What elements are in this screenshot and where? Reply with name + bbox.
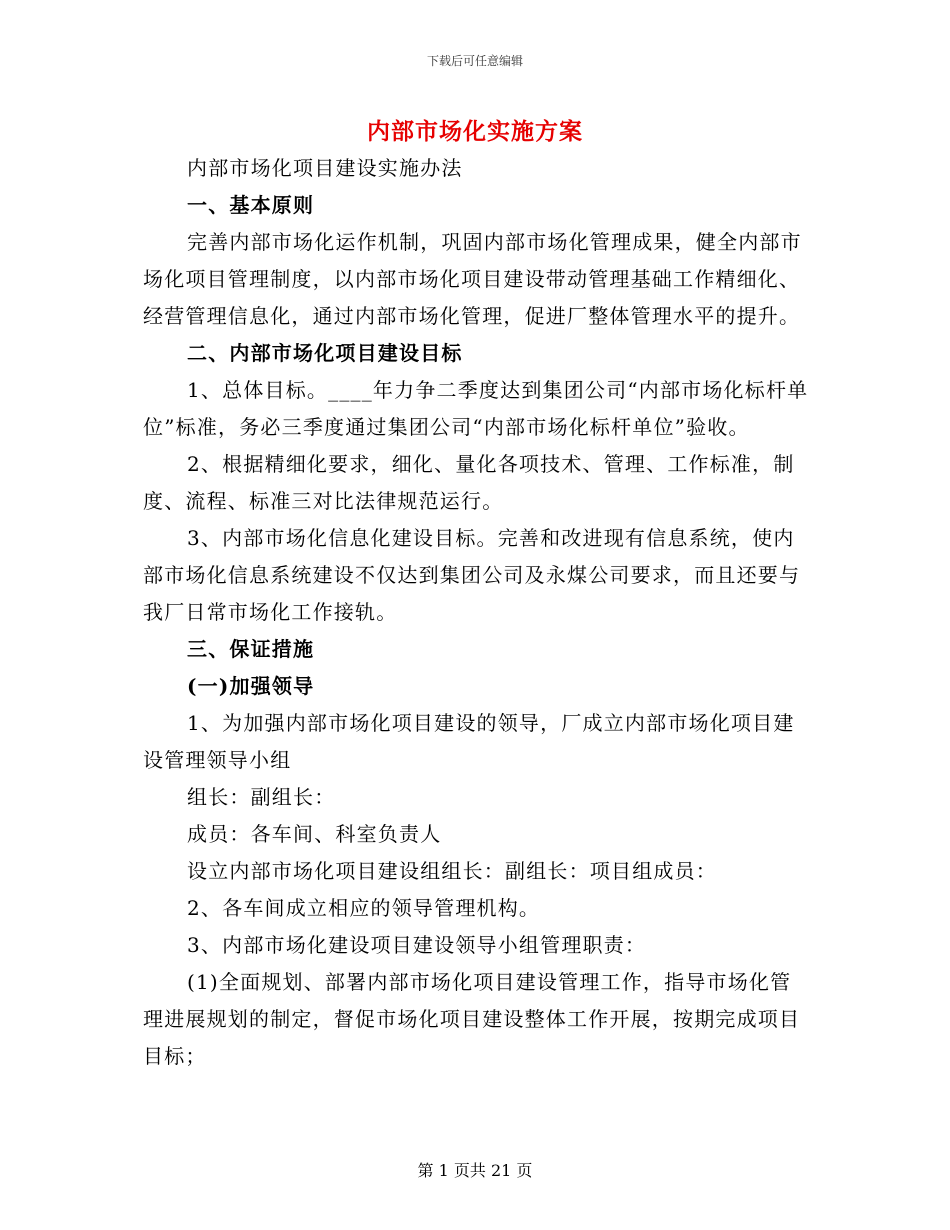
paragraph-project-group: 设立内部市场化项目建设组组长：副组长：项目组成员：: [187, 859, 717, 883]
header-note: 下载后可任意编辑: [426, 54, 523, 68]
heading-measures: 三、保证措施: [187, 637, 315, 661]
paragraph-subtitle: 内部市场化项目建设实施办法: [187, 156, 463, 180]
paragraph-leadership-1: 1、为加强内部市场化项目建设的领导，厂成立内部市场化项目建设管理领导小组: [143, 711, 795, 772]
document-title: 内部市场化实施方案: [367, 118, 583, 145]
paragraph-duty-1: (1)全面规划、部署内部市场化项目建设管理工作，指导市场化管理进展规划的制定，督促市场化项目建设整体工作开展，按期完成项目目标；: [143, 970, 801, 1068]
heading-goals: 二、内部市场化项目建设目标: [187, 341, 463, 365]
page-footer: 第 1 页共 21 页: [417, 1161, 533, 1180]
paragraph-goal-1: 1、总体目标。____年力争二季度达到集团公司“内部市场化标杆单位”标准，务必三季度通过集团公司“内部市场化标杆单位”验收。: [143, 378, 809, 439]
document-body: [143, 150, 811, 1075]
paragraph-leadership-2: 2、各车间成立相应的领导管理机构。: [187, 896, 541, 920]
paragraph-group-leader: 组长：副组长：: [187, 785, 336, 809]
paragraph-goal-2: 2、根据精细化要求，细化、量化各项技术、管理、工作标准，制度、流程、标准三对比法律规范运行。: [143, 452, 795, 513]
paragraph-members: 成员：各车间、科室负责人: [187, 822, 442, 846]
heading-basic-principles: 一、基本原则: [187, 193, 315, 217]
paragraph-goal-3: 3、内部市场化信息化建设目标。完善和改进现有信息系统，使内部市场化信息系统建设不仅达到集团公司及永煤公司要求，而且还要与我厂日常市场化工作接轨。: [143, 526, 801, 624]
heading-leadership: (一)加强领导: [187, 674, 315, 698]
paragraph-principles: 完善内部市场化运作机制，巩固内部市场化管理成果，健全内部市场化项目管理制度，以内部市场化项目建设带动管理基础工作精细化、经营管理信息化，通过内部市场化管理，促进厂整体管理水平的提升。: [143, 230, 802, 328]
paragraph-leadership-3: 3、内部市场化建设项目建设领导小组管理职责：: [187, 933, 647, 957]
